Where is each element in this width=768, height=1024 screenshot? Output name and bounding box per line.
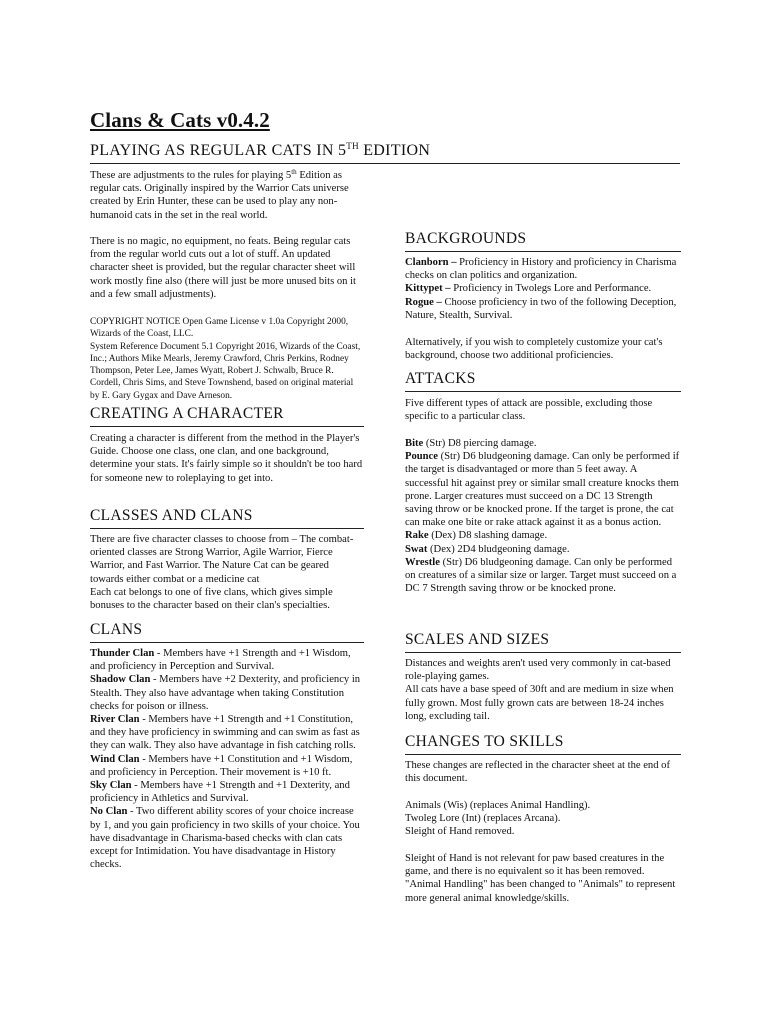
background-name: Kittypet –: [405, 283, 451, 295]
heading-backgrounds: BACKGROUNDS: [405, 230, 681, 252]
copyright-line-1: COPYRIGHT NOTICE Open Game License v 1.0a Copyright 2000, Wizards of the Coast, LLC.: [90, 317, 349, 340]
skills-intro-text: These changes are reflected in the character sheet at the end of this document.: [405, 760, 670, 785]
clan-description: - Members have +1 Strength and +1 Constitution, and they have proficiency in swimming and can swim as fast as they can walk. They also have advantage in fish catching rolls.: [90, 714, 360, 752]
intro-superscript: th: [291, 168, 297, 176]
attack-item: [405, 529, 681, 542]
intro-paragraph-2: [90, 235, 364, 301]
document-subtitle: [90, 141, 680, 164]
attack-description: (Dex) D8 slashing damage.: [428, 530, 548, 542]
clan-item: [90, 779, 364, 805]
document-title: Clans & Cats v0.4.2: [90, 108, 270, 132]
classes-text-2: Each cat belongs to one of five clans, which gives simple bonuses to the character based on their clan's specialties.: [90, 586, 333, 612]
attacks-intro: [405, 397, 681, 423]
attack-name: Rake: [405, 530, 429, 542]
clan-item: [90, 713, 364, 753]
scales-paragraph: [405, 657, 681, 723]
intro-paragraph-2-text: There is no magic, no equipment, no feats. Being regular cats from the regular world cuts out a lot of stuff. An updated character sheet is provided, but the regular character sheet will work mostly fine also (there will just be more unused bits on it and a few small adjustments).: [90, 236, 356, 300]
heading-scales-and-sizes: SCALES AND SIZES: [405, 631, 681, 653]
background-description: Proficiency in History and proficiency in Charisma checks on clan politics and organization.: [405, 257, 677, 282]
clan-description: - Two different ability scores of your choice increase by 1, and you gain proficiency in two skills of your choice. You have disadvantage in Charisma-based checks with clan cats except for Intimidation. You have disadvantage in History checks.: [90, 806, 360, 871]
skills-list-item: Sleight of Hand removed.: [405, 826, 515, 838]
attacks-list: [405, 437, 681, 595]
background-description: Proficiency in Twolegs Lore and Performance.: [450, 283, 652, 295]
attack-description: (Str) D6 bludgeoning damage. Can only be performed on creatures of a similar size or larger. Target must succeed on a DC 7 Strength saving throw or be knocked prone.: [405, 556, 677, 595]
attack-item: [405, 543, 681, 556]
attack-description: (Str) D6 bludgeoning damage. Can only be performed if the target is disadvantaged or more than 5 feet away. A successful hit against prey or similar small creature knocks them prone. Larger creatures must succeed on a DC 13 Strength saving throw or be knocked prone. If the target is prone, the cat can make one bite or rake attack against it as a bonus action.: [405, 451, 680, 529]
attack-item: [405, 450, 681, 529]
subtitle-text-end: EDITION: [358, 142, 431, 159]
attack-description: (Dex) 2D4 bludgeoning damage.: [427, 543, 570, 555]
intro-paragraph-1: [90, 166, 364, 222]
attacks-intro-text: Five different types of attack are possible, excluding those specific to a particular class.: [405, 398, 653, 423]
copyright-line-2: System Reference Document 5.1 Copyright 2016, Wizards of the Coast, Inc.; Authors Mike Mearls, Jeremy Crawford, Chris Perkins, Rodney Thompson, Peter Lee, James Wyatt, Robert J. Schwalb, Bruce R. Cordell, Chris Sims, and Steve Townshend, based on original material by E. Gary Gygax and Dave Arneson.: [90, 341, 361, 401]
background-item: [405, 296, 681, 322]
clan-description: - Members have +2 Dexterity, and proficiency in Stealth. They also have advantage when taking Constitution checks for poison or illness.: [90, 674, 361, 712]
heading-clans: CLANS: [90, 621, 364, 643]
clan-item: [90, 673, 364, 713]
clan-name: Sky Clan: [90, 780, 132, 792]
heading-classes-and-clans: CLASSES AND CLANS: [90, 507, 364, 529]
heading-creating-a-character: CREATING A CHARACTER: [90, 405, 364, 427]
subtitle-superscript: TH: [346, 141, 359, 151]
attack-name: Wrestle: [405, 556, 440, 568]
attack-description: (Str) D8 piercing damage.: [423, 438, 537, 449]
attack-name: Bite: [405, 438, 424, 449]
clan-name: Shadow Clan: [90, 674, 151, 686]
clan-name: River Clan: [90, 714, 140, 726]
heading-attacks: ATTACKS: [405, 370, 681, 392]
classes-text-1: There are five character classes to choose from – The combat-oriented classes are Strong Warrior, Agile Warrior, Fierce Warrior, and Fast Warrior. The Nature Cat can be geared towards either combat or a medicine cat: [90, 534, 354, 585]
clan-name: No Clan: [90, 806, 128, 818]
clans-list: [90, 647, 364, 871]
scales-text-1: Distances and weights aren't used very commonly in cat-based role-playing games.: [405, 658, 671, 683]
subtitle-text: PLAYING AS REGULAR CATS IN 5: [90, 142, 347, 159]
skills-explanation: [405, 852, 681, 905]
background-name: Rogue –: [405, 296, 442, 308]
skills-explanation-text: Sleight of Hand is not relevant for paw based creatures in the game, and there is no equivalent so it has been removed. "Animal Handling" has been changed to "Animals" to represent more general animal knowledge/skills.: [405, 853, 676, 904]
clan-item: [90, 647, 364, 673]
skills-list-item: Twoleg Lore (Int) (replaces Arcana).: [405, 813, 561, 825]
intro-text: These are adjustments to the rules for playing 5: [90, 170, 292, 181]
creating-text: Creating a character is different from the method in the Player's Guide. Choose one class, one clan, and one background, determine your stats. It's fairly simple so it shouldn't be too hard for someone new to roleplaying to get into.: [90, 433, 363, 484]
background-item: [405, 256, 681, 282]
skills-list-item: Animals (Wis) (replaces Animal Handling).: [405, 800, 591, 811]
heading-changes-to-skills: CHANGES TO SKILLS: [405, 733, 681, 755]
attack-name: Swat: [405, 543, 428, 555]
clan-item: [90, 753, 364, 779]
clan-description: - Members have +1 Constitution and +1 Wisdom, and proficiency in Perception. Their movement is +10 ft.: [90, 753, 353, 778]
clan-description: - Members have +1 Strength and +1 Dexterity, and proficiency in Athletics and Survival.: [90, 780, 350, 805]
attack-name: Pounce: [405, 451, 438, 463]
clan-name: Wind Clan: [90, 753, 140, 765]
clan-description: - Members have +1 Strength and +1 Wisdom, and proficiency in Perception and Survival.: [90, 648, 351, 673]
background-name: Clanborn –: [405, 257, 457, 268]
clan-item: [90, 805, 364, 871]
skills-intro: [405, 759, 681, 785]
backgrounds-alternative: [405, 336, 681, 362]
scales-text-2: All cats have a base speed of 30ft and are medium in size when fully grown. Most fully grown cats are between 18-24 inches long, excluding tail.: [405, 684, 674, 722]
attack-item: [405, 437, 681, 450]
clan-name: Thunder Clan: [90, 648, 155, 659]
backgrounds-alt-text: Alternatively, if you wish to completely customize your cat's background, choose two additional proficiencies.: [405, 337, 663, 362]
skills-list: [405, 799, 681, 839]
backgrounds-list: [405, 256, 681, 322]
intro-text-end: Edition as regular cats. Originally inspired by the Warrior Cats universe created by Erin Hunter, these can be used to play any non-humanoid cats in the set in the real world.: [90, 170, 349, 221]
copyright-notice: [90, 316, 364, 402]
creating-paragraph: [90, 432, 364, 485]
classes-paragraph: [90, 533, 364, 612]
background-description: Choose proficiency in two of the following Deception, Nature, Stealth, Survival.: [405, 296, 677, 321]
background-item: [405, 282, 681, 295]
attack-item: [405, 556, 681, 596]
